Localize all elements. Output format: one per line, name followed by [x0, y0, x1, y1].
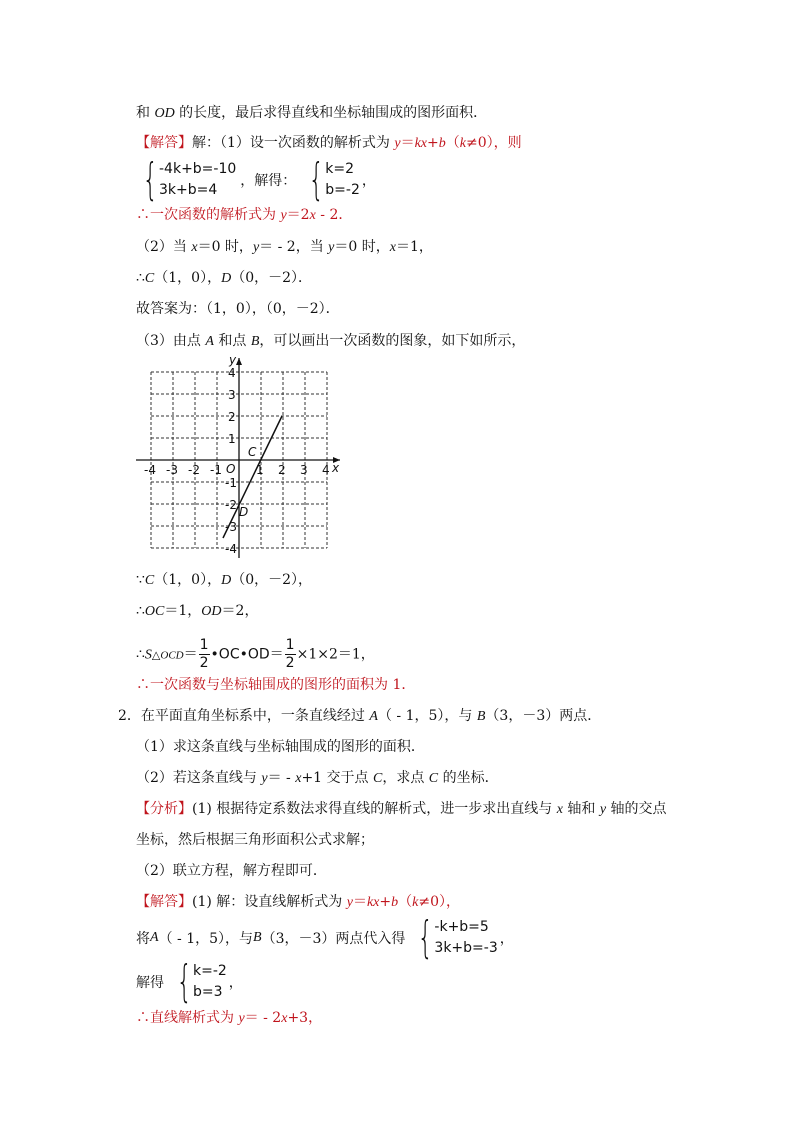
problem-2-result-line: ∴直线解析式为 y＝ - 2x+3， — [136, 1010, 323, 1026]
coordinate-graph — [130, 350, 350, 560]
y-tick-label: -1 — [225, 476, 237, 490]
question-3-line: （3）由点 A 和点 B，可以画出一次函数的图象，如下如所示， — [136, 333, 526, 349]
y-axis-label: y — [229, 353, 237, 367]
answer-tag: 【解答】 — [136, 135, 192, 151]
answer-tag: 【解答】 — [136, 894, 192, 910]
analysis-line-2: 坐标，然后根据三角形面积公式求解； — [136, 832, 374, 848]
x-tick-label: -3 — [166, 463, 178, 477]
final-answer-line: ∴一次函数与坐标轴围成的图形的面积为 1． — [136, 677, 416, 693]
problem-2-q1: （1）求这条直线与坐标轴围成的图形的面积． — [136, 739, 425, 755]
x-tick-label: 1 — [256, 463, 264, 477]
problem-2-q2: （2）若这条直线与 y＝ - x+1 交于点 C，求点 C 的坐标． — [136, 770, 499, 786]
y-tick-label: 1 — [228, 432, 236, 446]
problem-2-answer-line: 【解答】(1) 解：设直线解析式为 y＝kx+b（k≠0）， — [136, 894, 460, 910]
x-axis-label: x — [332, 461, 340, 475]
axes — [136, 358, 340, 558]
points-cd-line: ∴C（1，0），D（0，－2）． — [136, 270, 313, 286]
y-tick-label: 4 — [228, 366, 236, 380]
x-tick-label: -4 — [144, 463, 156, 477]
y-tick-label: -3 — [225, 520, 237, 534]
y-tick-label: 2 — [228, 410, 236, 424]
problem-2-stem: 2．在平面直角坐标系中，一条直线经过 A（ - 1，5），与 B（3，－3）两点． — [118, 708, 602, 724]
x-tick-label: 4 — [322, 463, 330, 477]
fill-answer-line: 故答案为：（1，0），（0，－2）． — [136, 301, 340, 317]
question-2-line: （2）当 x＝0 时，y＝ - 2，当 y＝0 时，x＝1， — [136, 239, 433, 255]
analysis-tag: 【分析】 — [136, 801, 192, 817]
solve-line: 解得 { k=-2 b=3 ， — [136, 956, 243, 1007]
equation-system-1: { -4k+b=-10 3k+b=4 ，解得： { k=2 b=-2 ， — [142, 154, 376, 205]
y-axis-arrow — [236, 358, 242, 365]
result-line-1: ∴一次函数的解析式为 y＝2x - 2． — [136, 207, 353, 223]
because-line: ∵C（1，0），D（0，－2）， — [136, 572, 313, 588]
intro-line: 和 OD 的长度，最后求得直线和坐标轴围成的图形面积． — [136, 105, 488, 121]
analysis-line-3: （2）联立方程，解方程即可． — [136, 863, 327, 879]
y-tick-label: -2 — [225, 498, 237, 512]
origin-label: O — [226, 462, 236, 476]
x-tick-label: -2 — [188, 463, 200, 477]
point-c-label: C — [248, 445, 257, 459]
y-tick-label: -4 — [225, 542, 237, 556]
substitution-line: 将 A （ - 1，5），与 B （3，－3）两点代入得 { -k+b=5 3k+b=-3 ， — [136, 912, 514, 963]
area-formula-line: ∴S△OCD＝ $\frac{1}{2}$ •OC•OD＝ $\frac{1}{2}$ ×1×2＝1， — [136, 637, 375, 671]
point-d-label: D — [239, 505, 249, 519]
analysis-line-1: 【分析】(1) 根据待定系数法求得直线的解析式，进一步求出直线与 x 轴和 y 轴的交点 — [136, 801, 667, 817]
x-tick-label: -1 — [210, 463, 222, 477]
x-tick-label: 2 — [278, 463, 286, 477]
y-tick-label: 3 — [228, 388, 236, 402]
lengths-line: ∴OC＝1，OD＝2， — [136, 603, 259, 619]
x-tick-label: 3 — [300, 463, 308, 477]
answer-line-1: 【解答】解：（1）设一次函数的解析式为 y＝kx+b（k≠0），则 — [136, 135, 522, 151]
